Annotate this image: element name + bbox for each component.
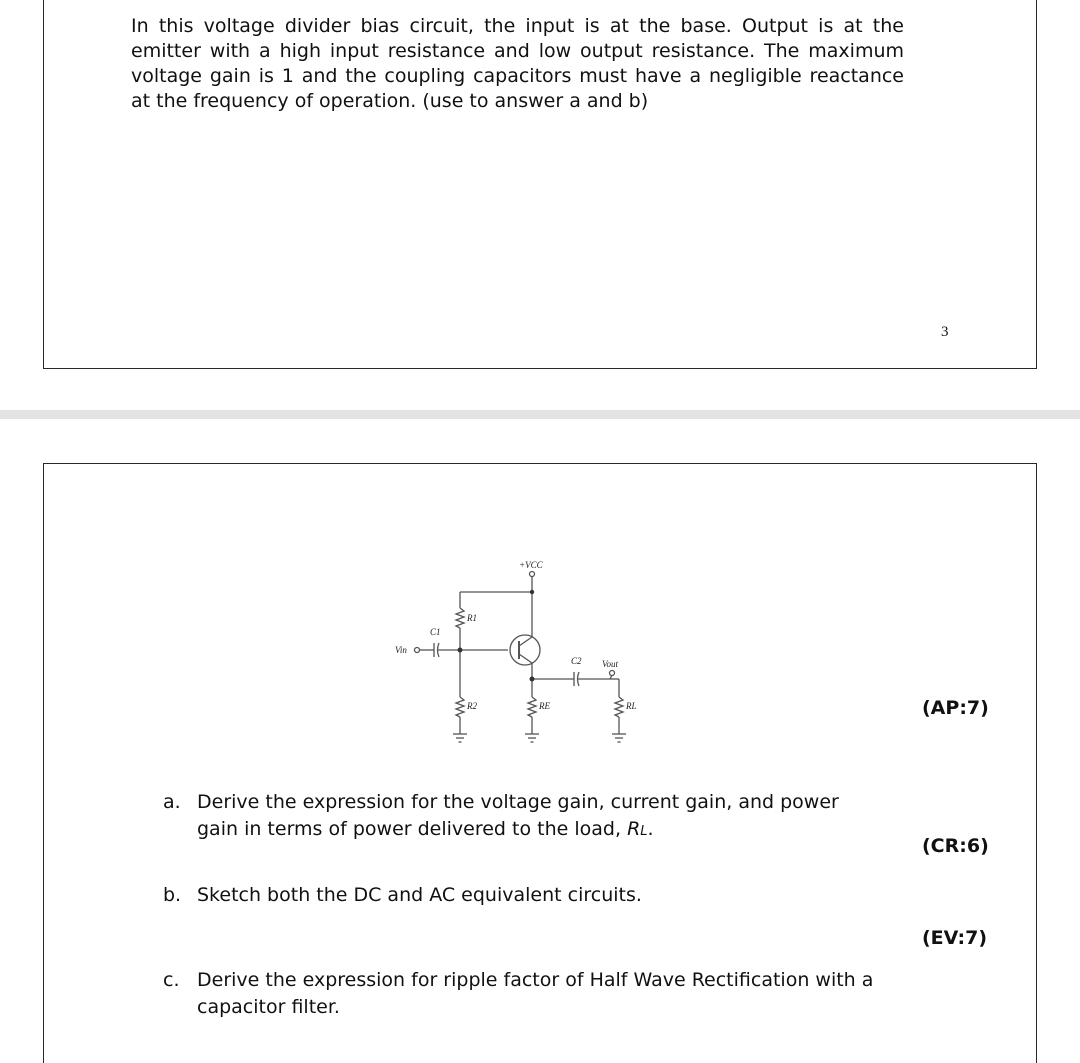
r2-resistor: [456, 697, 464, 717]
vin-label: Vin: [395, 645, 407, 655]
c1-label: C1: [430, 627, 441, 637]
question-b: [163, 882, 883, 909]
mark-ap: (AP:7): [922, 697, 989, 719]
intro-paragraph: In this voltage divider bias circuit, the input is at the base. Output is at the emitter with a high input resistance and low output resistance. The maximum voltage gain is 1 and the coupling capacitors must have a negligible reactance at the frequency of operation. (use to answer a and b): [131, 15, 904, 112]
question-a-var: R: [627, 818, 641, 840]
question-c-text: Derive the expression for ripple factor of Half Wave Rectification with a capacitor filter.: [197, 969, 874, 1018]
question-b-label: b.: [163, 884, 182, 906]
vin-terminal: [415, 648, 420, 653]
rl-label: RL: [626, 701, 637, 711]
r1-resistor: [456, 608, 464, 628]
re-label: RE: [539, 701, 550, 711]
page-number: 3: [941, 324, 949, 340]
re-resistor: [528, 697, 536, 717]
mark-cr: (CR:6): [922, 835, 989, 857]
vcc-label: +VCC: [519, 560, 543, 570]
question-panel-bottom: [43, 463, 1037, 1063]
question-a-var-sub: L: [640, 824, 648, 839]
transistor: [510, 635, 540, 665]
question-c-label: c.: [163, 969, 180, 991]
question-a-tail: .: [647, 818, 654, 840]
question-c: [163, 967, 883, 1021]
r1-label: R1: [467, 613, 477, 623]
question-a-label: a.: [163, 791, 181, 813]
r2-label: R2: [467, 701, 477, 711]
c2-label: C2: [571, 656, 582, 666]
question-b-text: Sketch both the DC and AC equivalent circuits.: [197, 884, 642, 906]
question-a-text: Derive the expression for the voltage gain, current gain, and power gain in terms of power delivered to the load,: [197, 791, 839, 840]
mark-ev: (EV:7): [922, 927, 988, 949]
question-a: [163, 789, 883, 845]
page-separator: [0, 410, 1080, 419]
vout-terminal: [610, 671, 615, 676]
rl-resistor: [615, 697, 623, 717]
question-panel-top: [43, 0, 1037, 369]
vcc-terminal: [530, 572, 535, 577]
vout-label: Vout: [602, 659, 619, 669]
emitter-follower-circuit: [381, 559, 701, 789]
